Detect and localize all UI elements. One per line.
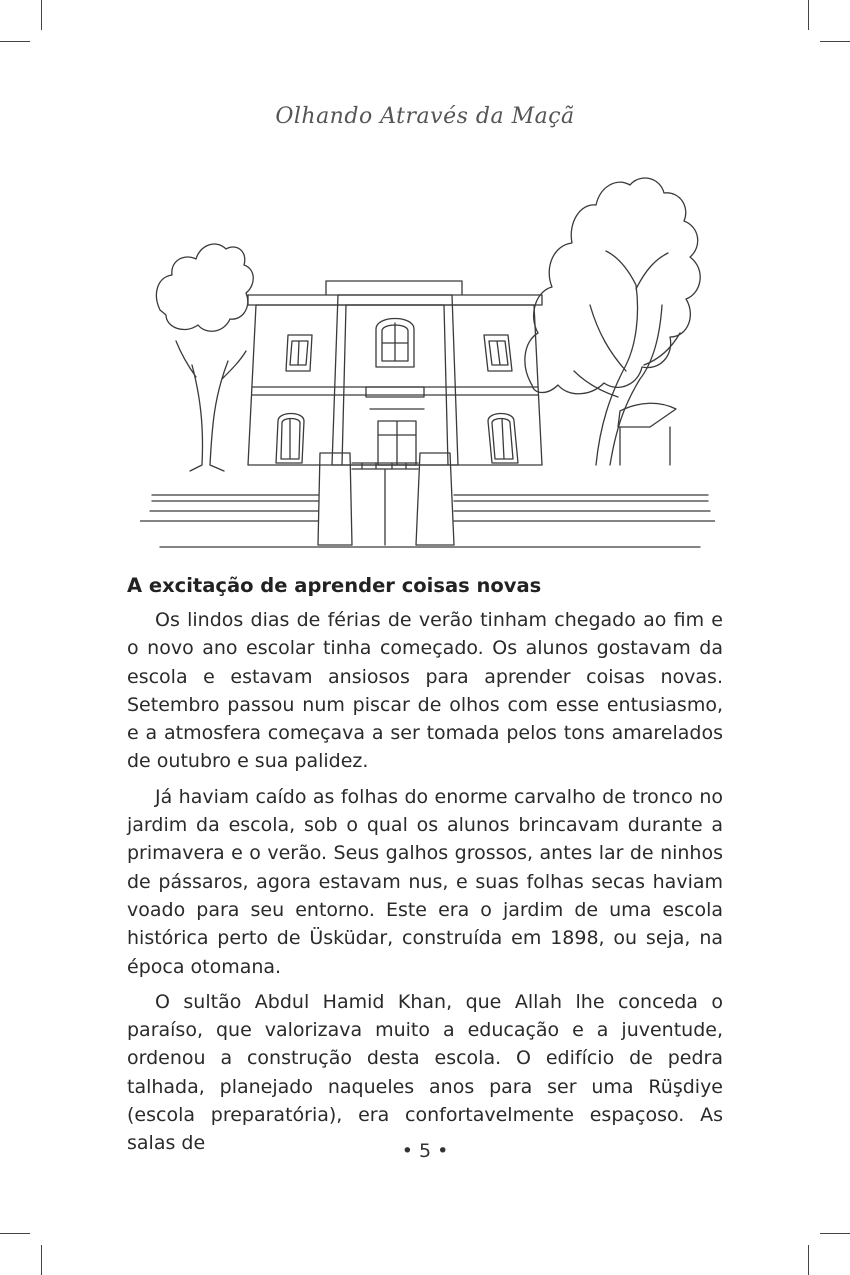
window-lower-left <box>276 414 304 464</box>
crop-mark-top-left-h <box>0 41 30 42</box>
gate-pillars <box>318 453 454 545</box>
window-upper-left <box>286 335 312 371</box>
left-tree-trunk <box>176 341 246 471</box>
right-tree-trunk <box>574 251 680 465</box>
body-text <box>127 606 723 1165</box>
paragraph: O sultão Abdul Hamid Khan, que Allah lhe conceda o paraíso, que valorizava muito a educação e a juventude, ordenou a construção desta escola. O edifício de pedra talhada, planejado naqueles anos para ser uma Rüşdiye (escola preparatória), era confortavelmente espaçoso. As salas de <box>127 990 723 1155</box>
floor-band <box>252 387 538 395</box>
paragraph: Os lindos dias de férias de verão tinham chegado ao fim e o novo ano escolar tinha começado. Os alunos gostavam da escola e estavam ansiosos para aprender coisas novas. Setembro passou num piscar de olhos com esse entusiasmo, e a atmosfera começava a ser tomada pelos tons amarelados de outubro e sua palidez. <box>127 609 723 773</box>
crop-mark-bottom-left-h <box>0 1233 30 1234</box>
right-tree-canopy <box>525 178 700 394</box>
left-tree-canopy <box>156 244 253 331</box>
crop-mark-bottom-left-v <box>41 1245 42 1275</box>
running-head: Olhando Através da Maçã <box>275 104 575 129</box>
gate <box>352 463 418 545</box>
crop-mark-top-right-v <box>808 0 809 30</box>
crop-mark-top-right-h <box>820 41 850 42</box>
central-bay <box>332 295 458 465</box>
crop-mark-top-left-v <box>41 0 42 30</box>
paragraph: Já haviam caído as folhas do enorme carvalho de tronco no jardim da escola, sob o qual os alunos brincavam durante a primavera e o verão. Seus galhos grossos, antes lar de ninhos de pássaros, agora estavam nus, e suas folhas secas haviam voado para seu entorno. Este era o jardim de uma escola histórica perto de Üsküdar, construída em 1898, ou seja, na época otomana. <box>127 785 723 978</box>
page-number: • 5 • <box>401 1140 449 1162</box>
pavilion-roof <box>618 403 676 465</box>
school-building-illustration <box>140 165 715 555</box>
window-lower-right <box>488 414 518 464</box>
crop-mark-bottom-right-h <box>820 1233 850 1234</box>
garden-wall <box>150 495 710 511</box>
roof-cornice <box>248 281 542 305</box>
window-upper-right <box>484 335 512 371</box>
arched-window-upper <box>376 319 414 368</box>
entrance-door <box>370 409 424 465</box>
crop-mark-bottom-right-v <box>808 1245 809 1275</box>
section-title: A excitação de aprender coisas novas <box>127 574 542 597</box>
ground-lines <box>140 521 715 547</box>
